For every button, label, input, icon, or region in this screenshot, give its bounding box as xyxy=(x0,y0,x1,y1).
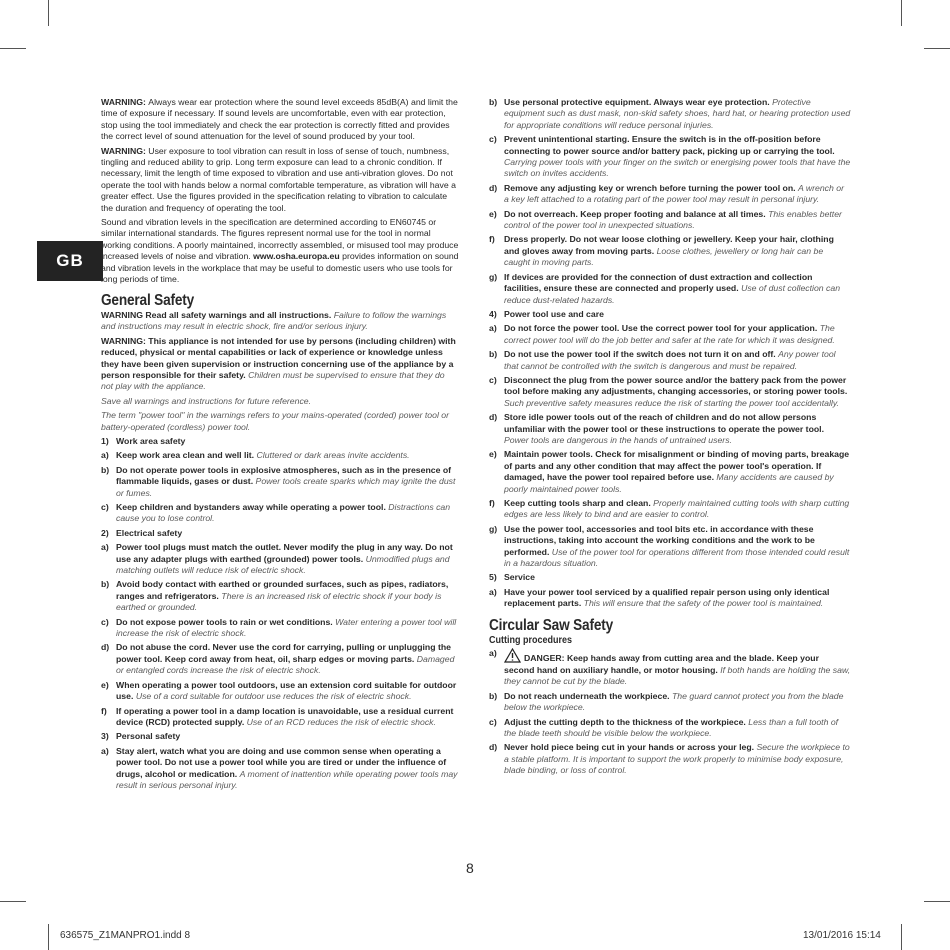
list-item-text xyxy=(504,323,851,346)
list-marker: g) xyxy=(489,523,498,534)
safety-list xyxy=(101,436,459,791)
list-item xyxy=(489,323,851,346)
list-item-text xyxy=(116,617,459,640)
list-heading xyxy=(101,528,459,539)
paragraph xyxy=(101,217,459,285)
list-marker: a) xyxy=(489,586,497,597)
list-item-note: Use of a cord suitable for outdoor use reduces the risk of electric shock. xyxy=(135,691,412,702)
paragraph-lead: WARNING Read all safety warnings and all instructions. xyxy=(101,309,334,320)
list-item-text xyxy=(504,572,851,583)
list-marker: b) xyxy=(101,464,110,475)
list-marker: b) xyxy=(489,690,498,701)
list-marker: e) xyxy=(489,208,497,219)
list-item-text xyxy=(504,309,851,320)
list-item-text xyxy=(116,502,459,525)
list-item-lead: Dress properly. Do not wear loose clothing or jewellery. Keep your hair, clothing and gloves away from moving parts. xyxy=(504,234,834,256)
list-item-lead: Adjust the cutting depth to the thickness of the workpiece. xyxy=(504,716,749,727)
crop-mark xyxy=(901,924,902,950)
list-item-lead: Do not operate power tools in explosive atmospheres, such as in the presence of flammable liquids, gases or dust. xyxy=(116,464,452,487)
section-title-circular-saw-safety: Circular Saw Safety xyxy=(489,616,614,634)
list-item-lead: Power tool plugs must match the outlet. Never modify the plug in any way. Do not use any adapter plugs with earthed (grounded) power tools. xyxy=(116,542,453,564)
list-item-text xyxy=(504,209,851,232)
list-item-lead: Remove any adjusting key or wrench before turning the power tool on. xyxy=(504,182,798,193)
list-item-lead: Maintain power tools. Check for misalignment or binding of moving parts, breakage of parts and any other condition that may affect the power tool's operation. If damaged, have the power tool repaired before use. xyxy=(504,449,850,483)
list-item xyxy=(489,209,851,232)
list-item-text xyxy=(116,731,459,742)
paragraph-text: Always wear ear protection where the sound level exceeds 85dB(A) and limit the time of exposure if necessary. If sound levels are uncomfortable, even with ear protection, stop using the tool immediately and check the ear protection is correctly fitted and provides the correct level of sound attenuation for the level of sound produced by your tool. xyxy=(101,97,458,142)
list-item-text xyxy=(116,746,459,792)
list-item-lead: Do not force the power tool. Use the correct power tool for your application. xyxy=(504,323,820,334)
list-item-note: A wrench or a key left attached to a rotating part of the power tool may result in personal injury. xyxy=(504,182,844,205)
list-item-note: Such preventive safety measures reduce the risk of starting the power tool accidentally. xyxy=(504,397,839,408)
paragraph xyxy=(101,336,459,393)
list-item xyxy=(101,746,459,792)
paragraph-link: www.osha.europa.eu xyxy=(253,251,340,262)
list-item-lead: Do not use the power tool if the switch does not turn it on and off. xyxy=(504,349,779,360)
list-item-text xyxy=(116,450,459,461)
list-item-text xyxy=(504,449,851,495)
list-item-note: Secure the workpiece to a stable platform. It is important to support the work properly to minimise body exposure, blade binding, or loss of control. xyxy=(504,742,850,776)
list-item-note: The correct power tool will do the job better and safer at the rate for which it was designed. xyxy=(504,323,835,345)
crop-mark xyxy=(924,48,950,49)
footer-datetime: 13/01/2016 15:14 xyxy=(803,930,881,941)
list-item-note: Carrying power tools with your finger on the switch or energising power tools that have the switch on invites accidents. xyxy=(504,157,851,179)
list-item xyxy=(489,412,851,446)
list-marker: a) xyxy=(101,450,109,461)
list-heading-text: Work area safety xyxy=(116,435,186,446)
paragraph-text: Sound and vibration levels in the specification are determined according to EN60745 or similar international standards. The figures represent normal use for the tool in normal working conditions. A poorly maintained, incorrectly assembled, or misused tool may produce increased levels of noise and vibration. xyxy=(101,217,459,262)
list-item-text xyxy=(504,97,851,131)
list-item-note: Properly maintained cutting tools with sharp cutting edges are less likely to bind and are easier to control. xyxy=(504,498,850,520)
list-item-text xyxy=(504,691,851,714)
list-item-note: Power tools create sparks which may ignite the dust or fumes. xyxy=(116,476,456,498)
paragraph-lead: WARNING: xyxy=(101,97,149,107)
list-item-note: Power tools are dangerous in the hands of untrained users. xyxy=(504,434,732,445)
list-item-lead: Never hold piece being cut in your hands or across your leg. xyxy=(504,742,757,753)
list-marker: c) xyxy=(489,374,497,385)
list-item-note: Loose clothes, jewellery or long hair can be caught in moving parts. xyxy=(504,245,824,268)
list-item-note: If both hands are holding the saw, they cannot be cut by the blade. xyxy=(504,664,851,687)
list-item-text xyxy=(504,134,851,180)
crop-mark xyxy=(0,901,26,902)
crop-mark xyxy=(924,901,950,902)
list-item xyxy=(489,449,851,495)
list-item-note: Unmodified plugs and matching outlets will reduce risk of electric shock. xyxy=(116,553,450,576)
list-item-lead: Keep work area clean and well lit. xyxy=(116,450,257,461)
footer-file: 636575_Z1MANPRO1.indd 8 xyxy=(60,930,191,941)
list-item xyxy=(101,617,459,640)
list-item xyxy=(489,272,851,306)
list-item xyxy=(489,183,851,206)
list-heading xyxy=(101,731,459,742)
list-marker: a) xyxy=(101,745,109,756)
list-item-note: Damaged or entangled cords increase the risk of electric shock. xyxy=(116,653,455,676)
list-marker: d) xyxy=(489,412,498,423)
list-marker: d) xyxy=(489,182,498,193)
list-heading-text: Personal safety xyxy=(116,731,181,742)
list-marker: f) xyxy=(101,705,107,716)
list-marker: g) xyxy=(489,271,498,282)
list-item-lead: Store idle power tools out of the reach of children and do not allow persons unfamiliar with the power tool or these instructions to operate the power tool. xyxy=(504,412,825,434)
crop-mark xyxy=(48,0,49,26)
paragraph-lead: WARNING: xyxy=(101,145,149,156)
paragraph-lead: WARNING: This appliance is not intended for use by persons (including children) with reduced, physical or mental capabilities or lack of experience or knowledge unless they have been given supervision or instruction concerning use of the appliance by a person responsible for their safety. xyxy=(101,335,456,380)
list-marker: f) xyxy=(489,498,495,508)
list-item-note: This will ensure that the safety of the power tool is maintained. xyxy=(583,598,824,609)
list-item-text xyxy=(116,542,459,576)
list-item-lead: Disconnect the plug from the power source and/or the battery pack from the power tool before making any adjustments, changing accessories, or storing power tools. xyxy=(504,374,848,397)
list-heading xyxy=(489,309,851,320)
list-item-note: Use of dust collection can reduce dust-related hazards. xyxy=(504,283,841,305)
list-marker: b) xyxy=(489,97,498,107)
list-item-lead: Do not abuse the cord. Never use the cord for carrying, pulling or unplugging the power tool. Keep cord away from heat, oil, sharp edges or moving parts. xyxy=(116,642,451,664)
list-marker: 2) xyxy=(101,527,109,538)
list-item-note: A moment of inattention while operating power tools may result in serious personal injury. xyxy=(116,768,458,790)
list-item xyxy=(489,349,851,372)
paragraph-note: Save all warnings and instructions for future reference. xyxy=(101,395,312,406)
list-item-text xyxy=(504,742,851,776)
paragraph-text: provides information on sound and vibration levels in the workplace that may be useful to domestic users who use tools for long periods of time. xyxy=(101,251,459,285)
list-marker: a) xyxy=(489,323,497,334)
list-item xyxy=(101,680,459,703)
list-item-lead: Do not reach underneath the workpiece. xyxy=(504,690,672,701)
list-item-lead: When operating a power tool outdoors, use an extension cord suitable for outdoor use. xyxy=(116,679,457,702)
list-marker: 5) xyxy=(489,572,497,583)
paragraph xyxy=(101,310,459,333)
list-marker: 3) xyxy=(101,731,109,742)
list-item-lead: If devices are provided for the connection of dust extraction and collection facilities, ensure these are connected and properly used. xyxy=(504,271,813,294)
list-item-lead: Avoid body contact with earthed or grounded surfaces, such as pipes, radiators, ranges and refrigerators. xyxy=(116,579,449,601)
list-marker: c) xyxy=(489,134,497,145)
list-item-text xyxy=(116,680,459,703)
list-item-lead: Do not overreach. Keep proper footing and balance at all times. xyxy=(504,208,769,219)
list-marker: e) xyxy=(101,679,109,690)
list-item-note: Distractions can cause you to lose control. xyxy=(116,502,451,524)
list-marker: d) xyxy=(489,742,498,753)
page-number: 8 xyxy=(466,860,474,876)
general-warnings xyxy=(101,310,459,433)
paragraph xyxy=(101,97,459,143)
list-item-note: The guard cannot protect you from the blade below the workpiece. xyxy=(504,690,844,713)
list-item xyxy=(101,502,459,525)
list-item-note: Protective equipment such as dust mask, non-skid safety shoes, hard hat, or hearing protection used for appropriate conditions will reduce personal injuries. xyxy=(504,97,851,130)
list-item xyxy=(101,579,459,613)
list-item xyxy=(489,524,851,570)
list-item-lead: If operating a power tool in a damp location is unavoidable, use a residual current device (RCD) protected supply. xyxy=(116,705,454,727)
list-item-lead: Use personal protective equipment. Always wear eye protection. xyxy=(504,97,773,107)
list-item-text xyxy=(504,524,851,570)
list-item-lead: Keep cutting tools sharp and clean. xyxy=(504,498,654,508)
list-item-note: Use of the power tool for operations different from those intended could result in a hazardous situation. xyxy=(504,546,850,569)
list-marker: c) xyxy=(101,616,109,627)
list-item xyxy=(101,706,459,729)
list-item-text xyxy=(116,579,459,613)
safety-list xyxy=(489,97,851,610)
paragraph-text: User exposure to tool vibration can result in loss of sense of touch, numbness, tingling and reduced ability to grip. Long term exposure can lead to a chronic condition. If necessary, limit the length of time exposed to vibration and use anti-vibration gloves. Do not operate the tool with hands below a normal comfortable temperature, as vibration will have a greater effect. Use the figures provided in the specification relating to vibration to calculate the duration and frequency of operating the tool. xyxy=(101,145,456,213)
list-item-note: This enables better control of the power tool in unexpected situations. xyxy=(504,208,842,231)
paragraph xyxy=(101,146,459,214)
list-item xyxy=(101,542,459,576)
list-item xyxy=(489,97,851,131)
list-item-text xyxy=(504,412,851,446)
saw-safety-list xyxy=(489,648,851,776)
list-item xyxy=(489,691,851,714)
list-item-text xyxy=(504,498,851,521)
list-item-lead: Have your power tool serviced by a qualified repair person using only identical replacement parts. xyxy=(504,586,830,609)
crop-mark xyxy=(901,0,902,26)
crop-mark xyxy=(0,48,26,49)
list-marker: c) xyxy=(101,502,109,512)
list-heading-text: Electrical safety xyxy=(116,527,183,538)
paragraph xyxy=(101,410,459,433)
list-item xyxy=(489,498,851,521)
paragraph xyxy=(101,396,459,407)
list-item xyxy=(101,642,459,676)
language-tab: GB xyxy=(37,241,103,281)
list-marker: f) xyxy=(489,234,495,245)
list-item-lead: Use the power tool, accessories and tool bits etc. in accordance with these instructions, taking into account the working conditions and the work to be performed. xyxy=(504,523,815,557)
list-item xyxy=(489,234,851,268)
list-item xyxy=(489,134,851,180)
list-item-note: Water entering a power tool will increase the risk of electric shock. xyxy=(116,616,457,639)
list-heading-text: Service xyxy=(504,572,535,583)
list-item-text xyxy=(116,528,459,539)
list-item-text xyxy=(116,642,459,676)
list-item-lead: Do not expose power tools to rain or wet conditions. xyxy=(116,616,336,627)
paragraph-note: Failure to follow the warnings and instructions may result in electric shock, fire and/or serious injury. xyxy=(101,309,447,332)
list-marker: e) xyxy=(489,449,497,460)
list-item-lead: DANGER: Keep hands away from cutting area and the blade. Keep your second hand on auxiliary handle, or motor housing. xyxy=(504,653,819,675)
list-item xyxy=(101,450,459,461)
list-item xyxy=(489,375,851,409)
list-item xyxy=(489,717,851,740)
list-heading xyxy=(101,436,459,447)
list-item-note: Any power tool that cannot be controlled with the switch is dangerous and must be repaired. xyxy=(504,349,836,371)
list-item-lead: Stay alert, watch what you are doing and use common sense when operating a power tool. Do not use a power tool while you are tired or under the influence of drugs, alcohol or medication. xyxy=(116,745,447,779)
list-item-text xyxy=(504,648,851,687)
list-marker: b) xyxy=(101,579,110,590)
list-marker: a) xyxy=(101,542,109,553)
list-item-note: Cluttered or dark areas invite accidents. xyxy=(256,450,410,461)
list-marker: b) xyxy=(489,349,498,360)
list-item-note: There is an increased risk of electric shock if your body is earthed or grounded. xyxy=(116,590,442,613)
list-marker: a) xyxy=(489,648,497,659)
crop-mark xyxy=(48,924,49,950)
list-marker: 4) xyxy=(489,308,497,319)
list-marker: c) xyxy=(489,716,497,727)
list-item-note: Use of an RCD reduces the risk of electric shock. xyxy=(246,716,436,727)
subsection-title: Cutting procedures xyxy=(489,635,573,647)
list-item xyxy=(489,648,851,687)
list-marker: 1) xyxy=(101,435,109,446)
list-item-text xyxy=(504,183,851,206)
list-item-text xyxy=(504,587,851,610)
list-item-text xyxy=(504,234,851,268)
list-item-text xyxy=(116,465,459,499)
list-item-lead: Keep children and bystanders away while operating a power tool. xyxy=(116,502,389,512)
list-item xyxy=(489,742,851,776)
warning-triangle-icon xyxy=(504,648,521,663)
list-heading xyxy=(489,572,851,583)
right-column xyxy=(489,97,851,780)
list-item-text xyxy=(504,375,851,409)
paragraph-note: Children must be supervised to ensure that they do not play with the appliance. xyxy=(101,369,445,392)
list-item xyxy=(489,587,851,610)
list-item-text xyxy=(504,349,851,372)
list-item-lead: Prevent unintentional starting. Ensure the switch is in the off-position before connecting to power source and/or battery pack, picking up or carrying the tool. xyxy=(504,134,835,156)
list-item xyxy=(101,465,459,499)
list-heading-text: Power tool use and care xyxy=(504,308,604,319)
list-item-text xyxy=(504,717,851,740)
list-item-text xyxy=(116,436,459,447)
list-item-note: Less than a full tooth of the blade teeth should be visible below the workpiece. xyxy=(504,716,839,738)
list-item-text xyxy=(504,272,851,306)
section-title-general-safety: General Safety xyxy=(101,291,195,309)
list-item-text xyxy=(116,706,459,729)
left-column xyxy=(101,97,459,794)
intro-block xyxy=(101,97,459,286)
list-item-note: Many accidents are caused by poorly maintained power tools. xyxy=(504,472,834,494)
paragraph-note: The term "power tool" in the warnings refers to your mains-operated (corded) power tool or battery-operated (cordless) power tool. xyxy=(101,410,450,432)
list-marker: d) xyxy=(101,642,110,653)
